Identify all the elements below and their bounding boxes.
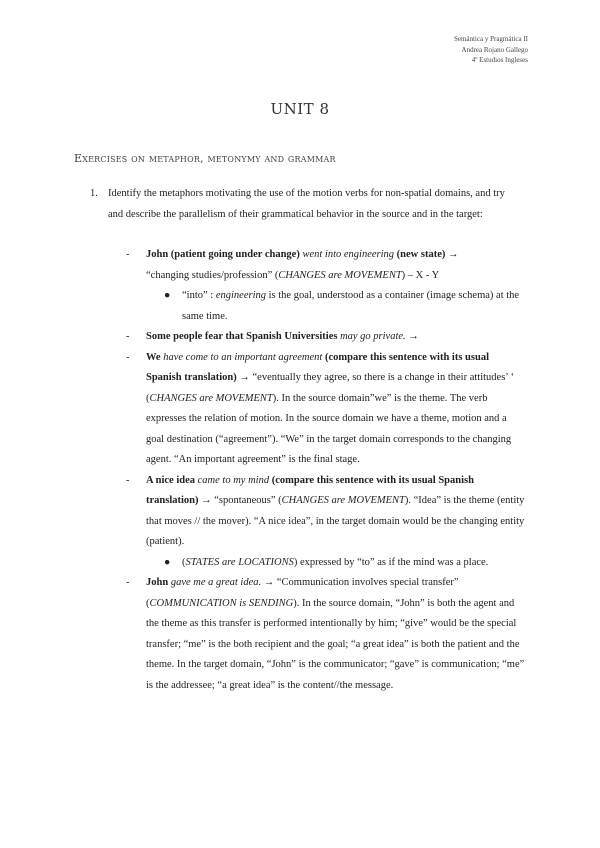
item-bold-text: (new state) bbox=[396, 249, 446, 260]
arrow-icon: → bbox=[201, 495, 212, 506]
item-text: ). “Idea” is the theme (entity that moves // the mover). “A nice idea”, in the target domain would be the changing entity (patient). bbox=[146, 495, 525, 547]
item-italic-text: may go private. bbox=[340, 331, 406, 342]
dash-bullet: - bbox=[126, 351, 130, 363]
page-title: UNIT 8 bbox=[270, 100, 330, 118]
sub-item-text: ( bbox=[182, 556, 186, 568]
item-bold-text: (compare this sentence with its usual Spanish translation) bbox=[146, 351, 489, 383]
arrow-icon: → bbox=[448, 249, 459, 260]
question-number: 1. bbox=[90, 188, 98, 199]
arrow-icon: → bbox=[239, 372, 250, 383]
item-bold-text: We bbox=[146, 351, 161, 363]
header-course: Semántica y Pragmática II bbox=[453, 35, 528, 43]
item-text: “spontaneous” ( bbox=[214, 495, 282, 506]
header-author: Andrea Rojano Gallego bbox=[461, 45, 528, 54]
header-degree: 4º Estudios Ingleses bbox=[471, 56, 528, 64]
item-italic-text: went into engineering bbox=[302, 249, 395, 260]
dash-bullet: - bbox=[126, 577, 130, 588]
bullet-icon: ● bbox=[164, 290, 171, 301]
question-text: Identify the metaphors motivating the use of the motion verbs for non-spatial domains, and try and describe the parallelism of their grammatical behavior in the source and in the target: bbox=[108, 188, 505, 220]
dash-bullet: - bbox=[126, 474, 130, 486]
item-text: “changing studies/profession” ( bbox=[146, 269, 279, 281]
sub-item-italic: STATES are LOCATIONS bbox=[185, 556, 294, 568]
sub-item-text: is the goal, understood as a container (image schema) at the same time. bbox=[182, 290, 520, 322]
item-italic-text: CHANGES are MOVEMENT bbox=[149, 392, 273, 404]
item-text: “eventually they agree, so there is a change in their attitudes’ ‘ ( bbox=[146, 372, 515, 404]
item-italic-text: gave me a great idea. bbox=[170, 577, 262, 588]
item-bold-text: (compare this sentence with its usual Spanish translation) bbox=[146, 474, 474, 506]
sub-item-italic: engineering bbox=[215, 290, 266, 301]
sub-item-text: ) expressed by “to” as if the mind was a place. bbox=[293, 556, 489, 568]
arrow-icon: → bbox=[408, 331, 419, 342]
item-text: ) – X - Y bbox=[401, 269, 440, 281]
item-text: “Communication involves special transfer” ( bbox=[146, 577, 459, 609]
item-italic-text: COMMUNICATION is SENDING bbox=[149, 597, 294, 609]
item-bold-text: A nice idea bbox=[146, 474, 195, 486]
list-item bbox=[126, 245, 526, 286]
arrow-icon: → bbox=[263, 577, 275, 588]
section-subtitle: Exercises on metaphor, metonymy and grammar bbox=[74, 152, 336, 165]
item-text: ). In the source domain”we” is the theme. The verb expresses the relation of motion. In the source domain we have a theme, motion and a goal destination (“agreement”). “We” in the target domain corresponds to the changing agent. “An important agreement” is the final stage. bbox=[146, 392, 512, 465]
dash-bullet: - bbox=[126, 249, 130, 260]
sub-list-item bbox=[126, 553, 526, 574]
item-italic-text: have come to an important agreement bbox=[163, 351, 323, 363]
item-italic-text: CHANGES are MOVEMENT bbox=[281, 495, 405, 506]
dash-bullet: - bbox=[126, 331, 130, 342]
item-italic-text: CHANGES are MOVEMENT bbox=[278, 269, 402, 281]
item-text: ). In the source domain, “John” is both the agent and the theme as this transfer is performed intentionally by him; “give” would be the special transfer; “me” is the both recipient and the goal; “a great idea” is both the patient and the theme. In the target domain, “John” is the communicator; “gave” is communication; “me” is the addressee; “a great idea” is the content//the message. bbox=[146, 597, 525, 691]
list-item bbox=[126, 327, 526, 348]
list-item bbox=[126, 471, 526, 553]
item-bold-text: Some people fear that Spanish Universities bbox=[146, 331, 338, 342]
list-item bbox=[126, 573, 526, 696]
sub-list-item bbox=[126, 286, 526, 327]
item-italic-text: came to my mind bbox=[197, 474, 270, 486]
sub-item-text: “into” : bbox=[182, 290, 214, 301]
question-1 bbox=[90, 184, 520, 225]
list-item bbox=[126, 348, 526, 471]
answer-list bbox=[126, 245, 526, 696]
bullet-icon: ● bbox=[164, 556, 171, 568]
item-bold-text: John bbox=[146, 577, 169, 588]
item-bold-text: John (patient going under change) bbox=[146, 249, 300, 260]
document-header bbox=[454, 34, 528, 66]
